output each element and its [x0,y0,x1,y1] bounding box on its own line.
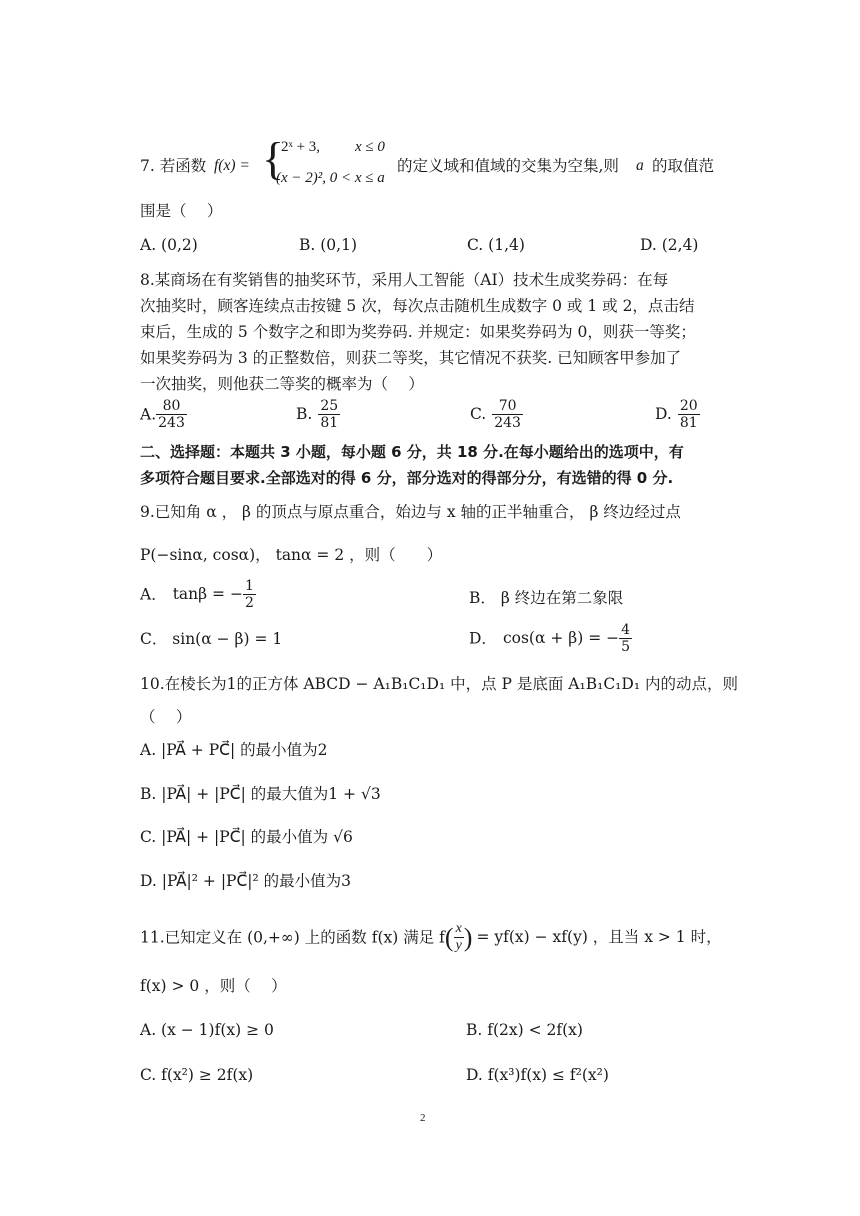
q11-line-2: f(x) > 0 ，则（ ） [140,977,287,995]
q11-option-b: B. f(2x) < 2f(x) [466,1021,583,1039]
q8-option-c-den: 243 [494,415,521,432]
q11-frac-den: y [455,938,462,954]
q9-option-c: C． sin(α − β) = 1 [140,630,283,648]
q11-option-c: C. f(x²) ≥ 2f(x) [140,1066,254,1084]
q8-option-c [470,398,523,431]
q11-suffix: = yf(x) − xf(y) ，且当 x > 1 时， [476,928,722,947]
q8-option-b-den: 81 [320,415,339,432]
q10-option-d: D. |PA⃗|² + |PC⃗|² 的最小值为3 [140,872,352,890]
q9-option-d-label: D． [469,629,497,648]
q10-line-1: 10.在棱长为1的正方体 ABCD − A₁B₁C₁D₁ 中，点 P 是底面 A₁B₁C₁D₁ 内的动点，则 [140,675,738,693]
q9-option-a-den: 2 [244,595,254,612]
q9-option-a [140,578,256,611]
q8-line-3: 束后，生成的 5 个数字之和即为奖券码. 并规定：如果奖券码为 0，则获一等奖； [140,323,696,341]
q8-option-b-label: B. [296,405,313,424]
q9-option-d-den: 5 [621,639,631,656]
q9-option-d-num: 4 [621,622,631,638]
q8-option-b-num: 25 [320,398,339,414]
q9-line-2: P(−sinα, cosα)， tanα = 2 ，则（ ） [140,546,443,564]
q7-option-c: C. (1,4) [467,236,525,254]
q8-line-1: 8.某商场在有奖销售的抽奖环节，采用人工智能（AI）技术生成奖券码：在每 [140,271,669,289]
page-number: 2 [420,1112,426,1124]
q7-option-b: B. (0,1) [299,236,357,254]
q10-line-2: （ ） [140,708,192,726]
q8-line-5: 一次抽奖，则他获二等奖的概率为（ ） [140,375,424,393]
q8-option-d [655,398,700,431]
q7-prefix: 7. 若函数 [140,157,207,175]
q11-frac-num: x [454,921,464,938]
q11-prefix: 11.已知定义在 (0,+∞) 上的函数 f(x) 满足 f [140,928,445,947]
q11-option-a: A. (x − 1)f(x) ≥ 0 [140,1021,274,1039]
q9-option-a-label: A． [140,585,167,604]
q7-fx: f(x) = [214,157,250,174]
q7-piece1-cond: x ≤ 0 [355,139,385,155]
q11-line-1: 11.已知定义在 (0,+∞) 上的函数 f(x) 满足 f( $\frac{x}{y}$ ) = yf(x) − xf(y) ，且当 x > 1 时， [140,921,722,954]
q9-option-b: B． β 终边在第二象限 [469,589,624,607]
q7-option-a: A. (0,2) [140,236,198,254]
q7-suffix: 的定义域和值域的交集为空集,则 [397,157,619,175]
q7-piece2: (x − 2)², 0 < x ≤ a [276,170,385,186]
q10-option-b: B. |PA⃗| + |PC⃗| 的最大值为1 + √3 [140,785,381,803]
q9-option-d-expr: cos(α + β) = − [502,629,620,648]
q7-piece1-expr: 2ˣ + 3, [281,139,321,155]
q8-line-4: 如果奖券码为 3 的正整数倍，则获二等奖，其它情况不获奖. 已知顾客甲参加了 [140,349,682,367]
section2-line-2: 多项符合题目要求.全部选对的得 6 分，部分选对的得部分分，有选错的得 0 分. [140,469,674,487]
q7-brace: { [262,133,285,184]
q8-option-a [140,398,187,431]
q7-suffix2: 的取值范 [652,157,715,175]
q8-option-d-label: D. [655,405,672,424]
q8-option-d-den: 81 [679,415,698,432]
q8-option-a-den: 243 [158,415,185,432]
q7-var: a [636,157,644,174]
q7-option-d: D. (2,4) [640,236,699,254]
q8-line-2: 次抽奖时，顾客连续点击按键 5 次，每次点击随机生成数字 0 或 1 或 2，点击结 [140,297,695,315]
q9-line-1: 9.已知角 α ， β 的顶点与原点重合，始边与 x 轴的正半轴重合， β 终边经过点 [140,503,681,521]
q7-line2: 围是（ ） [140,202,223,220]
q8-option-b [296,398,340,431]
q8-option-c-num: 70 [492,398,523,415]
q10-option-c: C. |PA⃗| + |PC⃗| 的最小值为 √6 [140,828,353,846]
q8-option-c-label: C. [470,405,487,424]
q8-option-d-num: 20 [679,398,698,414]
q11-option-d: D. f(x³)f(x) ≤ f²(x²) [466,1066,609,1084]
q9-option-a-expr: tanβ = − [172,585,243,604]
q9-option-d [469,622,632,655]
q9-option-a-num: 1 [244,578,254,594]
q8-option-a-num: 80 [156,398,187,415]
q10-option-a: A. |PA⃗ + PC⃗| 的最小值为2 [140,741,328,759]
q8-option-a-label: A. [140,405,157,424]
section2-line-1: 二、选择题：本题共 3 小题，每小题 6 分，共 18 分.在每小题给出的选项中，有 [140,443,684,461]
